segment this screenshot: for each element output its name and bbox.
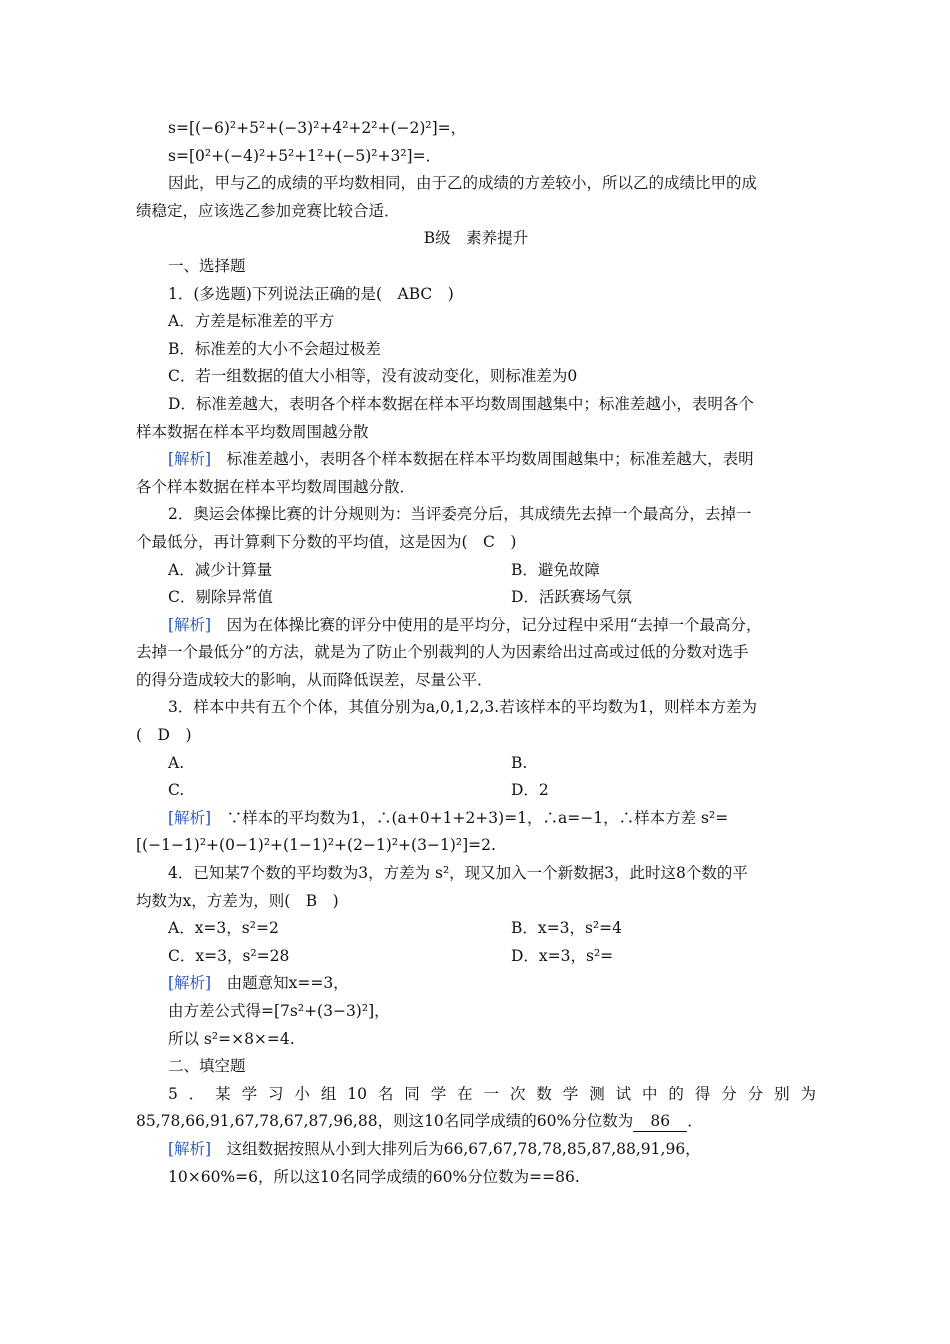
explanation-tag: [解析] xyxy=(168,808,212,827)
variance-formula-jia: s=[(−6)²+5²+(−3)²+4²+2²+(−2)²]=， xyxy=(168,119,467,137)
question-2-options-row-2 xyxy=(136,584,816,612)
question-2-option-c: C．剔除异常值 xyxy=(168,588,273,607)
question-5-stem-line-1: 5．某学习小组10名同学在一次数学测试中的得分分别为 xyxy=(168,1084,816,1103)
question-2-explanation-line-1 xyxy=(136,612,816,640)
question-5-stem-line-2 xyxy=(136,1108,816,1136)
question-1-option-d-line-2: 样本数据在样本平均数周围越分散 xyxy=(136,422,369,441)
question-3-options-row-1 xyxy=(136,750,816,778)
explanation-text: 因为在体操比赛的评分中使用的是平均分，记分过程中采用“去掉一个最高分， xyxy=(211,615,762,634)
question-5-explanation-line-2: 10×60%=6，所以这10名同学成绩的60%分位数为==86. xyxy=(168,1167,580,1186)
question-4-options-row-1 xyxy=(136,915,816,943)
conclusion-line-2: 绩稳定，应该选乙参加竞赛比较合适． xyxy=(136,201,400,220)
question-1-explanation-line-2: 各个样本数据在样本平均数周围越分散． xyxy=(136,477,416,496)
section-level-heading: B级 素养提升 xyxy=(423,229,529,248)
question-1-option-a: A．方差是标准差的平方 xyxy=(168,312,335,331)
conclusion-line-1: 因此，甲与乙的成绩的平均数相同，由于乙的成绩的方差较小，所以乙的成绩比甲的成 xyxy=(168,174,758,193)
explanation-text: 这组数据按照从小到大排列后为66,67,67,78,78,85,87,88,91,96， xyxy=(211,1139,701,1158)
explanation-text: 标准差越小，表明各个样本数据在样本平均数周围越集中；标准差越大，表明 xyxy=(211,450,754,469)
question-5-explanation-line-1 xyxy=(136,1136,816,1164)
question-1-option-b: B．标准差的大小不会超过极差 xyxy=(168,339,381,358)
explanation-text: ∵样本的平均数为1，∴(a+0+1+2+3)=1，∴a=−1，∴样本方差 s²= xyxy=(211,808,729,827)
question-3-option-a: A. xyxy=(168,753,185,772)
question-5-data: 85,78,66,91,67,78,67,87,96,88，则这10名同学成绩的60%分位数为 xyxy=(136,1112,634,1131)
question-1-explanation-line-1 xyxy=(136,446,816,474)
question-2-option-a: A．减少计算量 xyxy=(168,560,273,579)
question-4-option-a: A．x=3，s²=2 xyxy=(168,919,279,938)
explanation-tag: [解析] xyxy=(168,615,212,634)
question-5-answer-blank: 86 xyxy=(633,1111,687,1132)
question-2-stem-line-2: 个最低分，再计算剩下分数的平均值，这是因为( C ) xyxy=(136,532,517,551)
question-3-explanation-line-1 xyxy=(136,805,816,833)
question-2-options-row-1 xyxy=(136,557,816,585)
question-3-stem-line-1: 3．样本中共有五个个体，其值分别为a,0,1,2,3.若该样本的平均数为1，则样本方差为 xyxy=(168,698,758,717)
question-4-option-c: C．x=3，s²=28 xyxy=(168,946,290,965)
question-1-stem: 1．(多选题)下列说法正确的是( ABC ) xyxy=(168,284,454,303)
question-2-explanation-line-3: 的得分造成较大的影响，从而降低误差，尽量公平． xyxy=(136,670,493,689)
question-4-stem-line-1: 4．已知某7个数的平均数为3，方差为 s²，现又加入一个新数据3，此时这8个数的平 xyxy=(168,864,748,883)
section-heading-choice: 一、选择题 xyxy=(168,256,246,275)
explanation-tag: [解析] xyxy=(168,450,212,469)
question-4-options-row-2 xyxy=(136,943,816,971)
question-1-option-d-line-1: D．标准差越大，表明各个样本数据在样本平均数周围越集中；标准差越小，表明各个 xyxy=(168,394,754,413)
variance-formula-yi: s=[0²+(−4)²+5²+1²+(−5)²+3²]=． xyxy=(168,146,442,165)
question-4-explanation-line-3: 所以 s²=×8×=4. xyxy=(168,1029,295,1048)
question-5-period: ． xyxy=(687,1112,703,1131)
explanation-text: 由题意知x==3， xyxy=(211,974,349,993)
question-3-options-row-2 xyxy=(136,777,816,805)
section-heading-fill-blank: 二、填空题 xyxy=(168,1057,246,1076)
question-4-explanation-line-2: 由方差公式得=[7s²+(3−3)²]， xyxy=(168,1002,390,1020)
question-4-stem-line-2: 均数为x，方差为，则( B ) xyxy=(136,891,339,910)
question-3-option-d: D．2 xyxy=(511,781,549,800)
question-2-option-d: D．活跃赛场气氛 xyxy=(511,588,632,607)
question-4-option-d: D．x=3，s²= xyxy=(511,946,614,965)
question-2-explanation-line-2: 去掉一个最低分”的方法，就是为了防止个别裁判的人为因素给出过高或过低的分数对选手 xyxy=(136,643,749,662)
question-3-explanation-line-2: [(−1−1)²+(0−1)²+(1−1)²+(2−1)²+(3−1)²]=2. xyxy=(136,836,496,855)
question-1-option-c: C．若一组数据的值大小相等，没有波动变化，则标准差为0 xyxy=(168,367,578,386)
document-page xyxy=(136,115,816,1191)
question-3-stem-line-2: ( D ) xyxy=(136,726,192,745)
question-3-option-c: C. xyxy=(168,781,185,800)
question-2-stem-line-1: 2．奥运会体操比赛的计分规则为：当评委亮分后，其成绩先去掉一个最高分，去掉一 xyxy=(168,505,752,524)
question-4-option-b: B．x=3，s²=4 xyxy=(511,919,622,938)
explanation-tag: [解析] xyxy=(168,1139,212,1158)
question-3-option-b: B. xyxy=(511,753,528,772)
question-2-option-b: B．避免故障 xyxy=(511,560,600,579)
question-4-explanation-line-1 xyxy=(136,970,816,998)
explanation-tag: [解析] xyxy=(168,974,212,993)
